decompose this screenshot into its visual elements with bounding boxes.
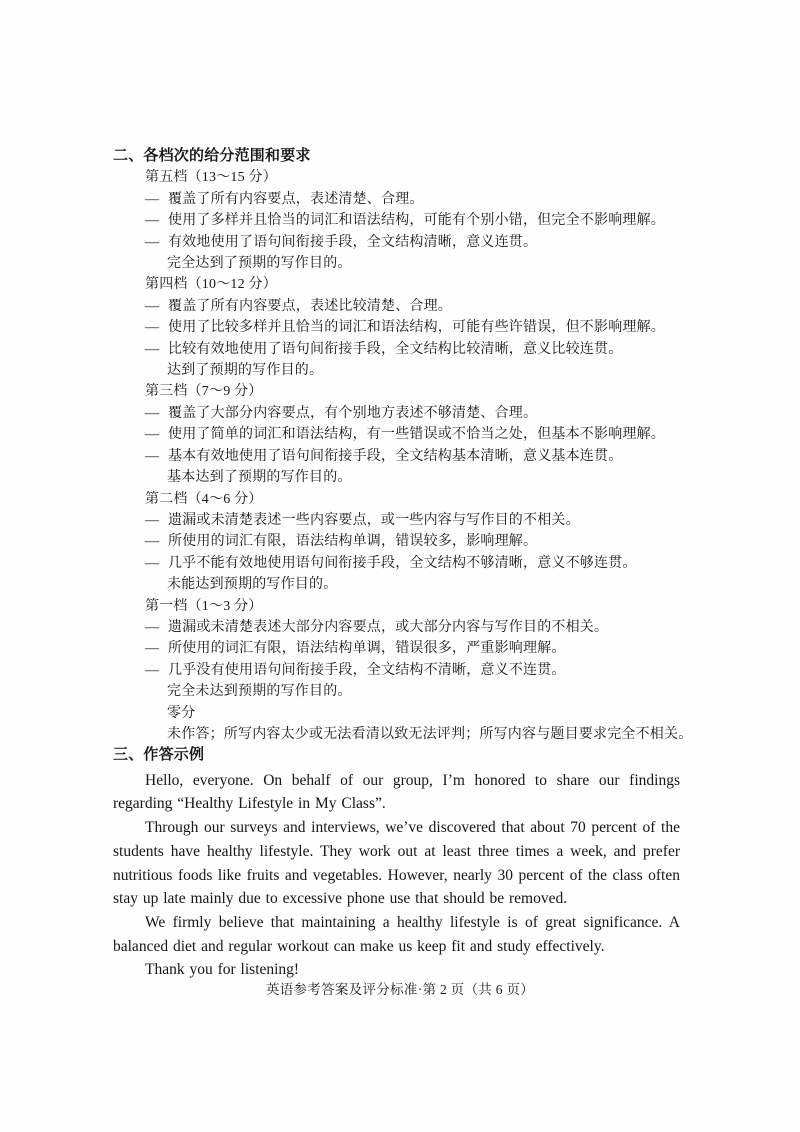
band-title-1: 第一档（1～3 分） [145, 598, 263, 614]
rubric-item-text: 覆盖了大部分内容要点，有个别地方表述不够清楚、合理。 [168, 405, 538, 421]
rubric-item-text: 几乎不能有效地使用语句间衔接手段，全文结构不够清晰，意义不够连贯。 [168, 555, 637, 571]
dash-marker: — [145, 512, 160, 528]
sample-answer-paragraph: Through our surveys and interviews, we’ve discovered that about 70 percent of the students have healthy lifestyle. They work out at least three times a week, and prefer nutritious foods like fruits and vegetables. However, nearly 30 percent of the class often stay up late mainly due to excessive phone use that should be removed. [113, 819, 680, 908]
sample-answer-paragraph: We firmly believe that maintaining a healthy lifestyle is of great significance. A balanced diet and regular workout can make us keep fit and study effectively. [113, 914, 680, 955]
rubric-item-text: 比较有效地使用了语句间衔接手段，全文结构比较清晰，意义比较连贯。 [168, 341, 623, 357]
section-heading-grading-criteria: 二、各档次的给分范围和要求 [113, 148, 311, 164]
rubric-item [113, 403, 680, 424]
zero-score-label: 零分 [167, 705, 196, 721]
rubric-item [113, 638, 680, 659]
rubric-item-text: 基本有效地使用了语句间衔接手段，全文结构基本清晰，意义基本连贯。 [168, 448, 623, 464]
rubric-item [113, 510, 680, 531]
band-title-2: 第二档（4～6 分） [145, 491, 263, 507]
dash-marker: — [145, 427, 160, 443]
rubric-item [113, 296, 680, 317]
band-conclusion: 完全达到了预期的写作目的。 [167, 256, 352, 272]
dash-marker: — [145, 191, 160, 207]
rubric-item-text: 几乎没有使用语句间衔接手段，全文结构不清晰，意义不连贯。 [168, 662, 566, 678]
rubric-item-text: 遗漏或未清楚表述大部分内容要点，或大部分内容与写作目的不相关。 [168, 619, 609, 635]
rubric-item-text: 使用了简单的词汇和语法结构，有一些错误或不恰当之处，但基本不影响理解。 [168, 427, 665, 443]
band-conclusion: 完全未达到预期的写作目的。 [167, 684, 352, 700]
band-title-5: 第五档（13～15 分） [145, 170, 277, 186]
section-heading-sample-answer: 三、作答示例 [113, 747, 205, 764]
band-conclusion: 达到了预期的写作目的。 [167, 363, 324, 379]
band-conclusion: 基本达到了预期的写作目的。 [167, 470, 352, 486]
rubric-item-text: 使用了多样并且恰当的词汇和语法结构，可能有个别小错，但完全不影响理解。 [168, 213, 665, 229]
rubric-item-text: 覆盖了所有内容要点，表述比较清楚、合理。 [168, 298, 452, 314]
rubric-item [113, 553, 680, 574]
rubric-item [113, 660, 680, 681]
dash-marker: — [145, 213, 160, 229]
dash-marker: — [145, 341, 160, 357]
rubric-item-text: 所使用的词汇有限，语法结构单调，错误较多，影响理解。 [168, 534, 538, 550]
rubric-item-text: 使用了比较多样并且恰当的词汇和语法结构，可能有些许错误，但不影响理解。 [168, 320, 665, 336]
rubric-item [113, 446, 680, 467]
rubric-item [113, 189, 680, 210]
rubric-item [113, 210, 680, 231]
dash-marker: — [145, 619, 160, 635]
dash-marker: — [145, 405, 160, 421]
dash-marker: — [145, 320, 160, 336]
band-title-3: 第三档（7～9 分） [145, 384, 263, 400]
rubric-item [113, 317, 680, 338]
page-footer: 英语参考答案及评分标准·第 2 页（共 6 页） [265, 982, 535, 997]
rubric-item-text: 有效地使用了语句间衔接手段，全文结构清晰，意义连贯。 [168, 234, 538, 250]
sample-answer-paragraph: Thank you for listening! [145, 961, 300, 979]
rubric-item [113, 232, 680, 253]
rubric-item-text: 所使用的词汇有限，语法结构单调，错误很多，严重影响理解。 [168, 641, 566, 657]
rubric-item-text: 遗漏或未清楚表述一些内容要点，或一些内容与写作目的不相关。 [168, 512, 580, 528]
dash-marker: — [145, 448, 160, 464]
page-content [113, 146, 693, 982]
rubric-item [113, 617, 680, 638]
rubric-item [113, 339, 680, 360]
sample-answer-paragraph: Hello, everyone. On behalf of our group, I’m honored to share our findings regarding “Healthy Lifestyle in My Class”. [113, 771, 680, 813]
zero-score-description: 未作答；所写内容太少或无法看清以致无法评判；所写内容与题目要求完全不相关。 [167, 726, 693, 742]
grading-rubric-section [113, 146, 693, 767]
dash-marker: — [145, 555, 160, 571]
band-conclusion: 未能达到预期的写作目的。 [167, 577, 338, 593]
dash-marker: — [145, 234, 160, 250]
dash-marker: — [145, 298, 160, 314]
band-title-4: 第四档（10～12 分） [145, 277, 277, 293]
dash-marker: — [145, 662, 160, 678]
rubric-item [113, 424, 680, 445]
rubric-item-text: 覆盖了所有内容要点，表述清楚、合理。 [168, 191, 424, 207]
dash-marker: — [145, 641, 160, 657]
dash-marker: — [145, 534, 160, 550]
sample-answer-section [113, 769, 680, 982]
rubric-item [113, 531, 680, 552]
